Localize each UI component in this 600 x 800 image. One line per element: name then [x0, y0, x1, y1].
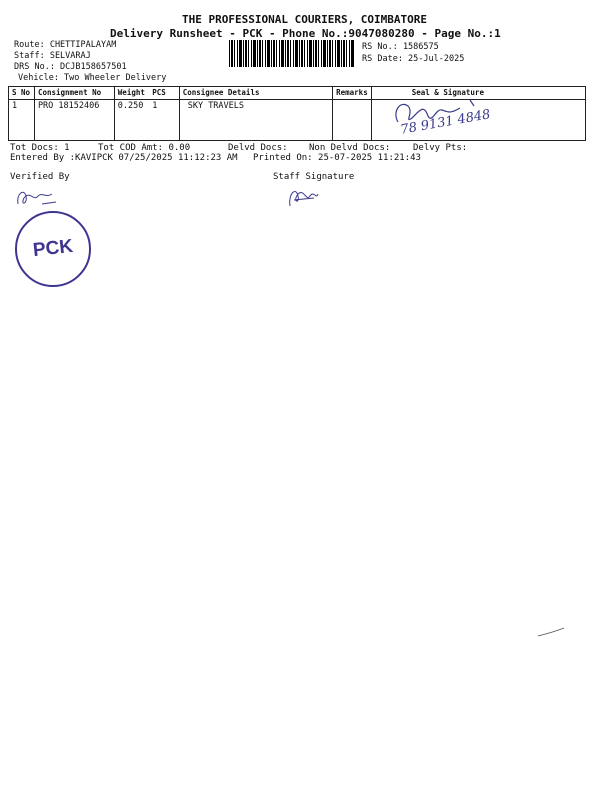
staff-signature	[282, 182, 322, 210]
verified-by-label: Verified By	[10, 172, 70, 182]
barcode	[229, 40, 354, 67]
col-pcs: PCS	[149, 87, 179, 100]
rs-date: RS Date: 25-Jul-2025	[362, 54, 465, 64]
company-title: THE PROFESSIONAL COURIERS, COIMBATORE	[182, 13, 428, 26]
tot-cod-amt: Tot COD Amt: 0.00	[98, 143, 191, 153]
col-consignee: Consignee Details	[179, 87, 332, 100]
cell-consignee: SKY TRAVELS	[179, 100, 332, 141]
entered-by: Entered By :KAVIPCK 07/25/2025 11:12:23 AM	[10, 153, 238, 163]
staff-signature-label: Staff Signature	[273, 172, 355, 182]
cell-consignment: PRO 18152406	[34, 100, 114, 141]
delvd-docs: Delvd Docs:	[228, 143, 288, 153]
rs-number: RS No.: 1586575	[362, 42, 439, 52]
verifier-signature	[12, 184, 62, 210]
vehicle-label: Vehicle: Two Wheeler Delivery	[18, 73, 167, 83]
non-delvd-docs: Non Delvd Docs:	[309, 143, 391, 153]
pck-stamp	[15, 211, 91, 287]
printed-on: Printed On: 25-07-2025 11:21:43	[253, 153, 421, 163]
cell-weight: 0.250	[114, 100, 149, 141]
runsheet-subtitle: Delivery Runsheet - PCK - Phone No.:9047080280 - Page No.:1	[110, 27, 501, 40]
handwritten-phone: 78 9131 4848	[399, 107, 492, 138]
stamp-text: PCK	[31, 235, 74, 262]
col-sno: S No	[9, 87, 35, 100]
drs-number: DRS No.: DCJB158657501	[14, 62, 127, 72]
col-remarks: Remarks	[333, 87, 372, 100]
delvy-pts: Delvy Pts:	[413, 143, 468, 153]
cell-sno: 1	[9, 100, 35, 141]
col-seal: Seal & Signature	[371, 87, 585, 100]
staff-label: Staff: SELVARAJ	[14, 51, 91, 61]
cell-remarks	[333, 100, 372, 141]
tot-docs: Tot Docs: 1	[10, 143, 70, 153]
col-consignment: Consignment No	[34, 87, 114, 100]
col-weight: Weight	[114, 87, 149, 100]
pen-mark	[536, 626, 566, 638]
route-label: Route: CHETTIPALAYAM	[14, 40, 117, 50]
cell-pcs: 1	[149, 100, 179, 141]
